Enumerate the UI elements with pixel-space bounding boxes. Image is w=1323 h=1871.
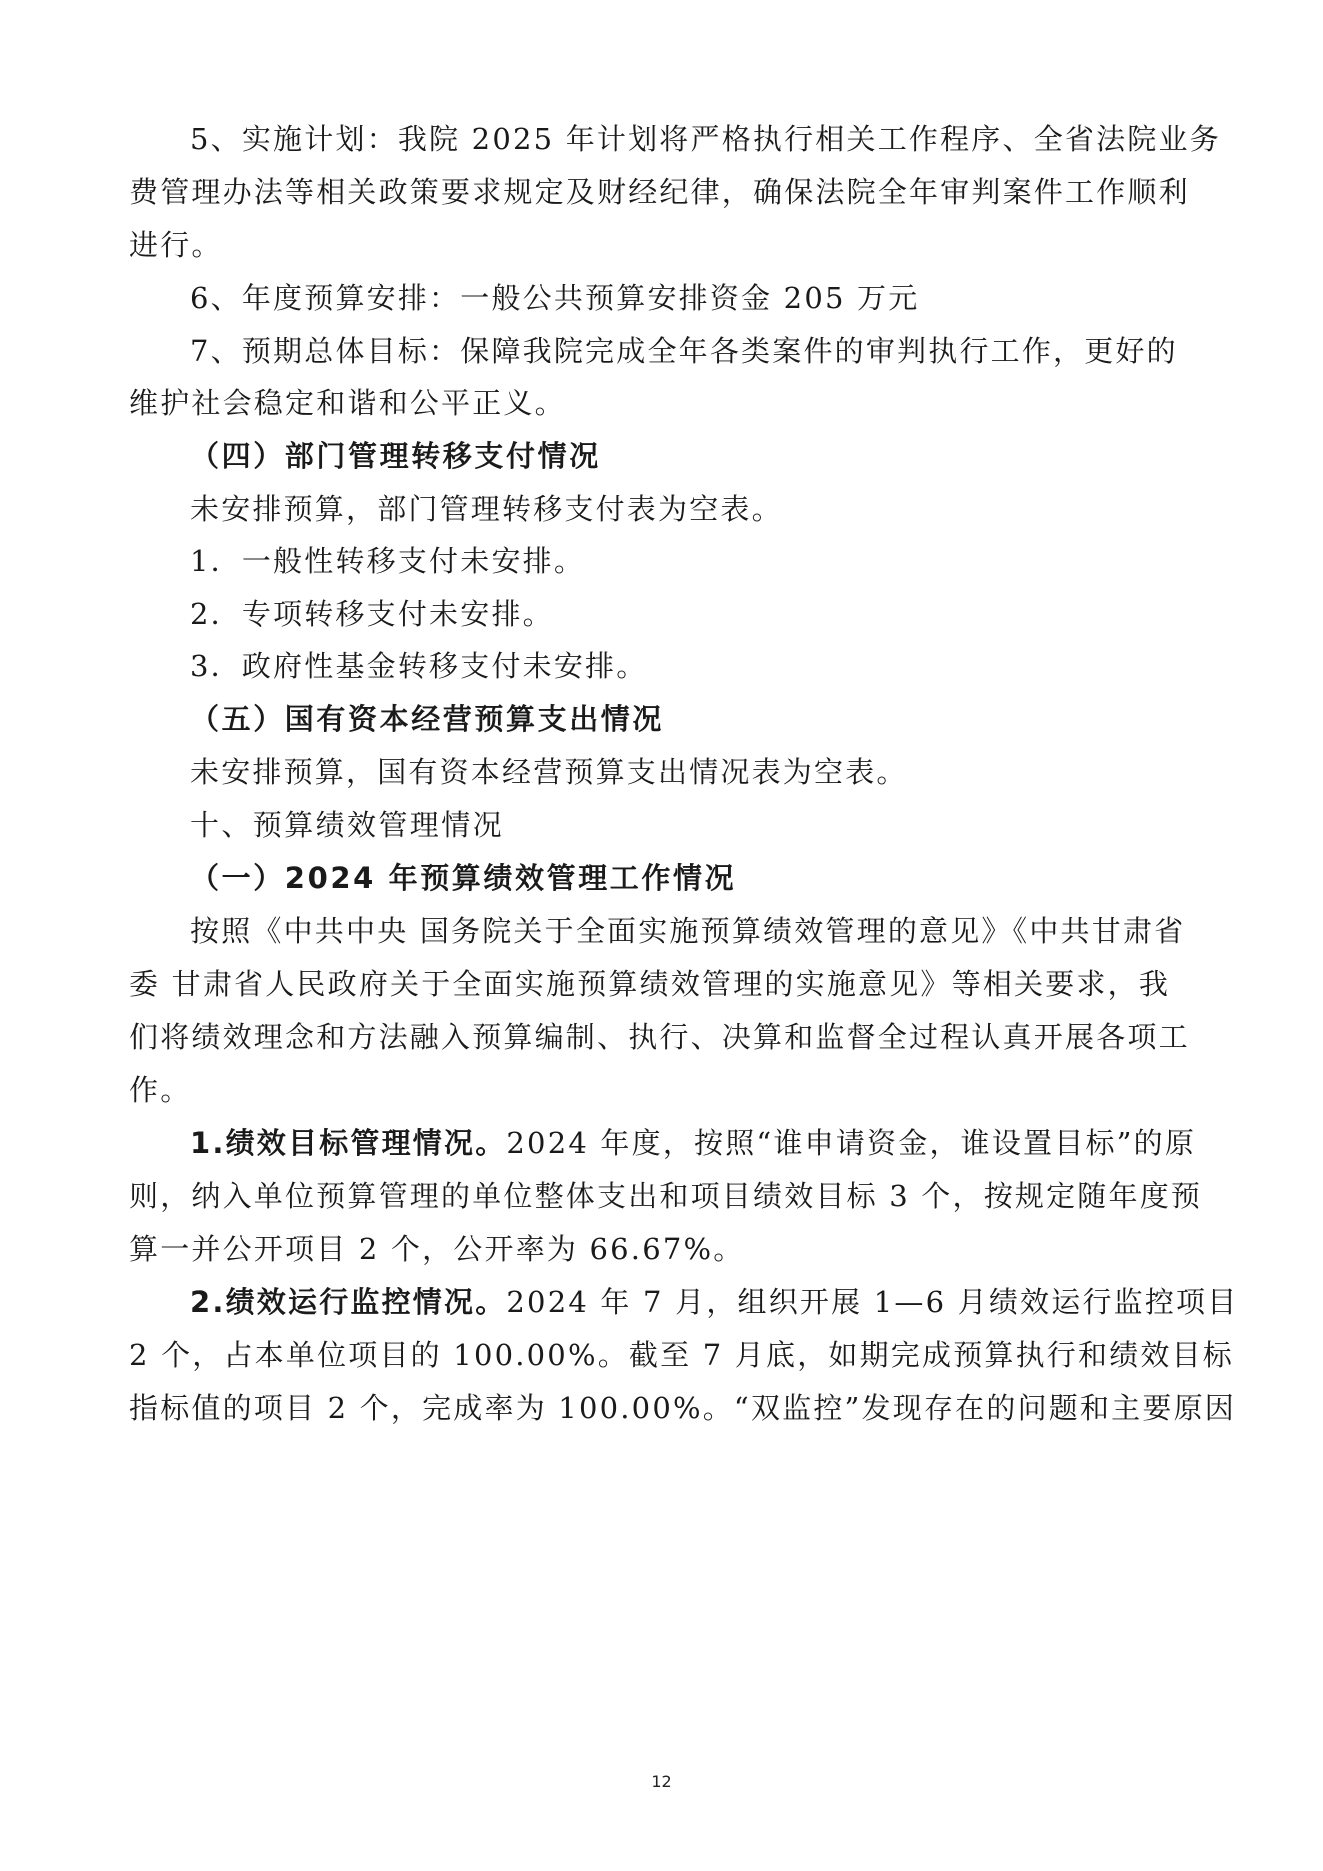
paragraph-line: 则，纳入单位预算管理的单位整体支出和项目绩效目标 3 个，按规定随年度预: [129, 1179, 1203, 1213]
section-heading: （四）部门管理转移支付情况: [190, 439, 601, 473]
paragraph-line: 作。: [129, 1073, 192, 1107]
list-item: 3．政府性基金转移支付未安排。: [190, 649, 648, 683]
paragraph-line: 未安排预算，部门管理转移支付表为空表。: [190, 492, 783, 526]
paragraph-line: 进行。: [129, 228, 223, 262]
paragraph-line: 算一并公开项目 2 个，公开率为 66.67%。: [129, 1232, 745, 1266]
chapter-heading: 十、预算绩效管理情况: [190, 808, 505, 842]
list-item: 1．一般性转移支付未安排。: [190, 544, 586, 578]
inline-heading: 1.绩效目标管理情况。: [190, 1126, 507, 1160]
section-heading: （五）国有资本经营预算支出情况: [190, 702, 665, 736]
paragraph-line: 6、年度预算安排：一般公共预算安排资金 205 万元: [190, 281, 920, 315]
paragraph-line: 7、预期总体目标：保障我院完成全年各类案件的审判执行工作，更好的: [190, 334, 1178, 368]
inline-heading: 2.绩效运行监控情况。: [190, 1285, 507, 1319]
paragraph-line: 按照《中共中央 国务院关于全面实施预算绩效管理的意见》《中共甘肃省: [190, 914, 1186, 948]
paragraph-line: [190, 1123, 1200, 1163]
paragraph-line: 2 个，占本单位项目的 100.00%。截至 7 月底，如期完成预算执行和绩效目标: [129, 1338, 1235, 1372]
paragraph-line: 指标值的项目 2 个，完成率为 100.00%。“双监控”发现存在的问题和主要原因: [129, 1391, 1236, 1425]
paragraph-line: 5、实施计划：我院 2025 年计划将严格执行相关工作程序、全省法院业务: [190, 122, 1221, 156]
paragraph-line: 未安排预算，国有资本经营预算支出情况表为空表。: [190, 755, 908, 789]
paragraph-line: 费管理办法等相关政策要求规定及财经纪律，确保法院全年审判案件工作顺利: [129, 175, 1190, 209]
paragraph-line: 维护社会稳定和谐和公平正义。: [129, 386, 566, 420]
list-item: 2．专项转移支付未安排。: [190, 597, 554, 631]
page-number: 12: [651, 1772, 672, 1791]
paragraph-line: [190, 1282, 1239, 1322]
paragraph-text: 2024 年度，按照“谁申请资金，谁设置目标”的原: [506, 1126, 1197, 1160]
paragraph-line: 们将绩效理念和方法融入预算编制、执行、决算和监督全过程认真开展各项工: [129, 1020, 1190, 1054]
paragraph-line: 委 甘肃省人民政府关于全面实施预算绩效管理的实施意见》等相关要求，我: [129, 967, 1171, 1001]
paragraph-text: 2024 年 7 月，组织开展 1—6 月绩效运行监控项目: [506, 1285, 1239, 1319]
section-heading: （一）2024 年预算绩效管理工作情况: [190, 861, 737, 895]
